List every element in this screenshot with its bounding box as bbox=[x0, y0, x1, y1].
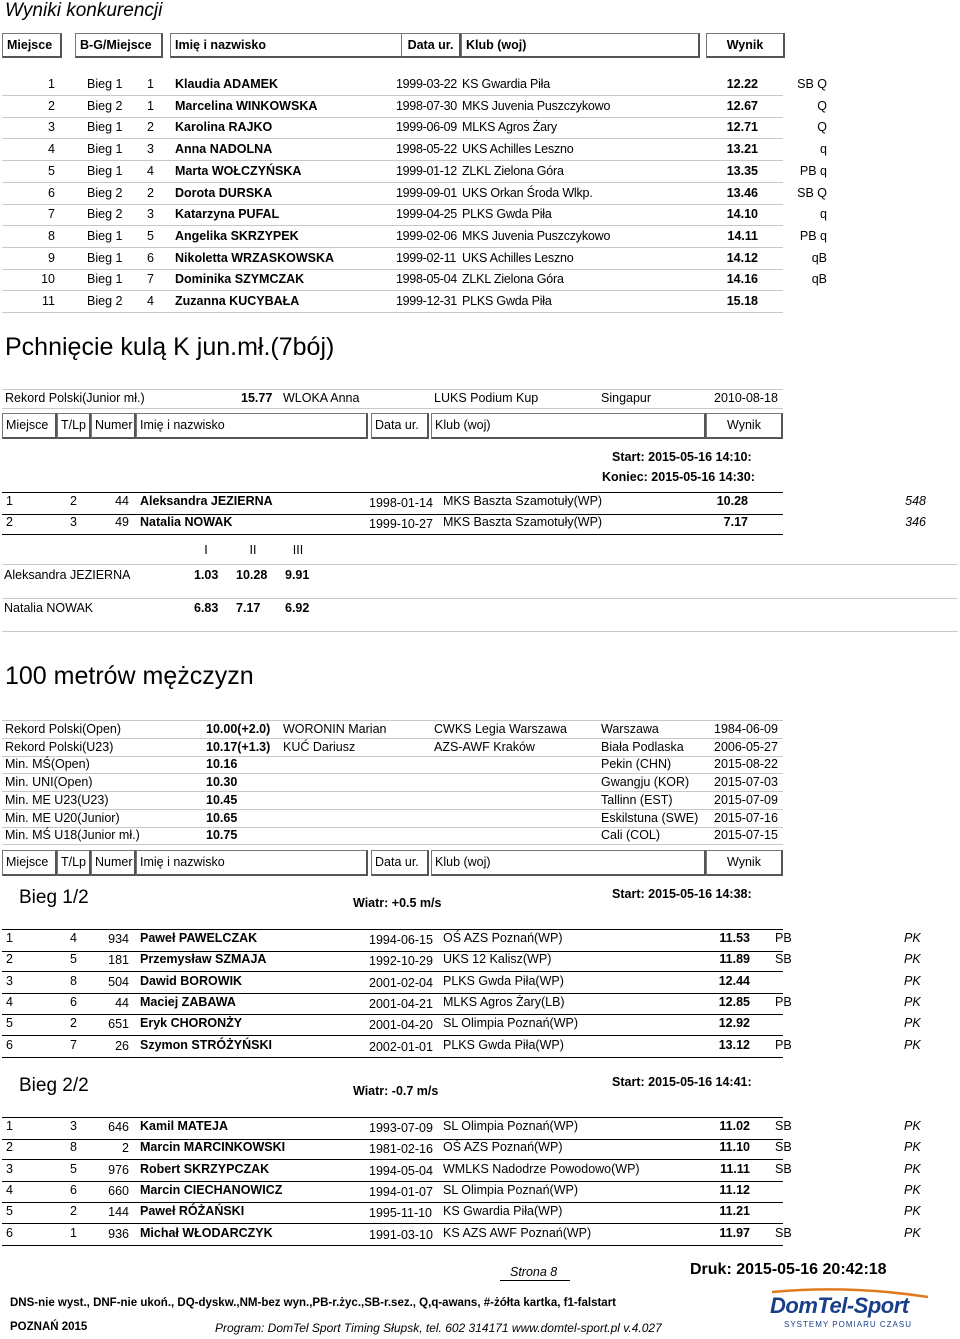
top-row-club: UKS Achilles Leszno bbox=[462, 250, 574, 265]
attempt-header-3: III bbox=[292, 543, 304, 557]
heat-row-dob: 2001-04-21 bbox=[369, 996, 433, 1011]
heat-row-name: Przemysław SZMAJA bbox=[140, 952, 267, 967]
top-row-club: ZLKL Zielona Góra bbox=[462, 163, 564, 178]
top-row-note: PB q bbox=[799, 163, 827, 178]
shot-row-lp: 2 bbox=[70, 494, 77, 508]
heat-row-name: Maciej ZABAWA bbox=[140, 994, 236, 1009]
attempt-2: 7.17 bbox=[236, 601, 261, 615]
heat-row-name: Paweł PAWELCZAK bbox=[140, 931, 258, 945]
heat-row-number: 144 bbox=[108, 1205, 129, 1220]
page-number: Strona 8 bbox=[510, 1265, 558, 1279]
heat-row-lp: 8 bbox=[70, 1140, 77, 1155]
m100-record-place: Tallinn (EST) bbox=[601, 792, 673, 807]
m100-record-name: WORONIN Marian bbox=[283, 722, 387, 736]
top-row-heat-place: 3 bbox=[147, 142, 154, 157]
top-header-5: Wynik bbox=[706, 33, 785, 58]
heat-row-dob: 1992-10-29 bbox=[369, 954, 433, 969]
top-row-dob: 1999-01-12 bbox=[396, 163, 457, 178]
heat-row-club: KS AZS AWF Poznań(WP) bbox=[443, 1225, 592, 1240]
m100-header-5: Klub (woj) bbox=[431, 850, 706, 876]
heat-row-dob: 1991-03-10 bbox=[369, 1227, 433, 1242]
heat-row-place: 2 bbox=[6, 952, 13, 967]
heat-start: Start: 2015-05-16 14:41: bbox=[612, 1075, 752, 1089]
m100-header-2: Numer bbox=[91, 850, 136, 876]
m100-record-date: 2015-07-03 bbox=[714, 775, 778, 790]
heat-row-number: 2 bbox=[122, 1141, 129, 1156]
shot-header-1: T/Lp bbox=[57, 413, 91, 439]
heat-row-note: PB bbox=[775, 994, 792, 1009]
heat-row-result: 12.92 bbox=[718, 1016, 750, 1031]
shot-header-3: Imię i nazwisko bbox=[136, 413, 368, 439]
top-row-note: q bbox=[820, 207, 827, 222]
m100-record-place: Cali (COL) bbox=[601, 828, 661, 843]
top-row-dob: 1998-05-22 bbox=[396, 142, 457, 157]
heat-row-club: SL Olimpia Poznań(WP) bbox=[443, 1182, 578, 1197]
heat-row-result: 12.44 bbox=[718, 973, 750, 988]
m100-record-result: 10.16 bbox=[206, 757, 238, 772]
shot-row-result: 7.17 bbox=[723, 515, 748, 529]
heat-wind: Wiatr: +0.5 m/s bbox=[353, 896, 442, 910]
heat-row-lp: 3 bbox=[70, 1119, 77, 1133]
attempt-header-2: II bbox=[249, 543, 257, 557]
top-header-1: B-G/Miejsce bbox=[75, 33, 163, 58]
m100-record-result: 10.65 bbox=[206, 810, 238, 825]
footer-city: POZNAŃ 2015 bbox=[10, 1321, 88, 1333]
top-row-name: Karolina RAJKO bbox=[175, 120, 273, 135]
heat-row-result: 11.11 bbox=[720, 1161, 750, 1176]
heat-row-place: 2 bbox=[6, 1140, 13, 1155]
top-row-club: ZLKL Zielona Góra bbox=[462, 272, 564, 287]
heat-row-lp: 8 bbox=[70, 973, 77, 988]
heat-row-result: 11.10 bbox=[719, 1140, 750, 1155]
heat-row-pk: PK bbox=[904, 1182, 921, 1197]
heat-row-place: 6 bbox=[6, 1037, 13, 1052]
heat-row-dob: 1994-05-04 bbox=[369, 1163, 433, 1178]
top-row-result: 12.22 bbox=[726, 77, 758, 91]
top-row-club: PLKS Gwda Piła bbox=[462, 207, 552, 222]
top-row-club: KS Gwardia Piła bbox=[462, 77, 551, 91]
heat-row-pk: PK bbox=[904, 1037, 921, 1052]
shot-record-club: LUKS Podium Kup bbox=[434, 391, 539, 405]
top-row-name: Dorota DURSKA bbox=[175, 185, 273, 200]
heat-row-club: UKS 12 Kalisz(WP) bbox=[443, 952, 552, 967]
heat-row-pk: PK bbox=[904, 973, 921, 988]
attempt-row-name: Natalia NOWAK bbox=[4, 601, 94, 615]
footer-legend: DNS-nie wyst., DNF-nie ukoń., DQ-dyskw.,NM-bez wyn.,PB-r.życ.,SB-r.sez., Q,q-awans, #-żółta kartka, f1-falstart bbox=[10, 1297, 617, 1309]
heat-row-number: 504 bbox=[108, 974, 129, 989]
top-row-note: PB q bbox=[799, 228, 827, 243]
heat-row-place: 3 bbox=[6, 973, 13, 988]
heat-row-lp: 6 bbox=[70, 994, 77, 1009]
heat-row-club: PLKS Gwda Piła(WP) bbox=[443, 1037, 564, 1052]
heat-row-lp: 2 bbox=[70, 1204, 77, 1219]
top-row-result: 14.10 bbox=[726, 207, 758, 222]
heat-row-lp: 6 bbox=[70, 1182, 77, 1197]
heat-row-result: 11.89 bbox=[719, 952, 750, 967]
heat-row-pk: PK bbox=[904, 1119, 921, 1133]
shot-row-dob: 1999-10-27 bbox=[369, 517, 433, 531]
top-row-name: Anna NADOLNA bbox=[175, 142, 273, 157]
top-row-heat-place: 1 bbox=[147, 77, 154, 91]
domtel-logo: DomTel-Sport bbox=[770, 1293, 909, 1318]
heat-row-number: 934 bbox=[108, 932, 129, 946]
heat-row-club: MLKS Agros Żary(LB) bbox=[443, 994, 565, 1009]
heat-row-name: Eryk CHORONŻY bbox=[140, 1016, 243, 1031]
heat-row-lp: 2 bbox=[70, 1016, 77, 1031]
top-row-place: 1 bbox=[48, 77, 55, 91]
m100-record-date: 2006-05-27 bbox=[714, 739, 778, 754]
top-row-heat-place: 4 bbox=[147, 294, 154, 308]
heat-row-number: 936 bbox=[108, 1226, 129, 1241]
top-row-heat: Bieg 1 bbox=[87, 142, 123, 157]
m100-record-label: Min. MŚ(Open) bbox=[5, 757, 90, 772]
top-row-note: q bbox=[820, 142, 827, 157]
heat-row-result: 13.12 bbox=[718, 1037, 750, 1052]
top-row-place: 10 bbox=[41, 272, 55, 287]
top-row-club: MLKS Agros Żary bbox=[462, 120, 557, 135]
top-row-note: Q bbox=[817, 120, 827, 135]
heat-row-number: 651 bbox=[108, 1017, 129, 1032]
heat-row-note: SB bbox=[775, 1161, 792, 1176]
top-row-heat-place: 7 bbox=[147, 272, 154, 287]
shot-record-label: Rekord Polski(Junior mł.) bbox=[5, 391, 145, 405]
top-row-dob: 1999-02-11 bbox=[396, 250, 457, 265]
heat-row-result: 11.12 bbox=[719, 1182, 750, 1197]
heat-row-number: 976 bbox=[108, 1162, 129, 1177]
top-row-place: 5 bbox=[48, 163, 55, 178]
top-row-name: Klaudia ADAMEK bbox=[175, 77, 279, 91]
heat-row-result: 11.97 bbox=[719, 1225, 750, 1240]
heat-row-name: Marcin MARCINKOWSKI bbox=[140, 1140, 286, 1155]
top-row-club: MKS Juvenia Puszczykowo bbox=[462, 228, 611, 243]
top-row-name: Nikoletta WRZASKOWSKA bbox=[175, 250, 335, 265]
shot-header-4: Data ur. bbox=[371, 413, 429, 439]
heat-row-club: OŚ AZS Poznań(WP) bbox=[443, 1140, 563, 1155]
heat-row-lp: 4 bbox=[70, 931, 77, 945]
heat-row-number: 44 bbox=[115, 995, 129, 1010]
shot-row-number: 44 bbox=[115, 494, 129, 508]
top-row-name: Katarzyna PUFAL bbox=[175, 207, 280, 222]
top-row-heat-place: 2 bbox=[147, 120, 154, 135]
m100-record-place: Gwangju (KOR) bbox=[601, 775, 690, 790]
shot-row-dob: 1998-01-14 bbox=[369, 496, 433, 510]
top-row-note: qB bbox=[811, 272, 827, 287]
m100-header-0: Miejsce bbox=[2, 850, 57, 876]
heat-row-result: 11.53 bbox=[719, 931, 750, 945]
top-row-result: 13.35 bbox=[726, 163, 758, 178]
top-row-note: Q bbox=[817, 98, 827, 113]
m100-header-6: Wynik bbox=[706, 850, 783, 876]
heat-row-dob: 2002-01-01 bbox=[369, 1039, 433, 1054]
heat-row-pk: PK bbox=[904, 1016, 921, 1031]
shot-record-name: WLOKA Anna bbox=[283, 391, 360, 405]
shot-row-club: MKS Baszta Szamotuły(WP) bbox=[443, 494, 603, 508]
top-row-heat: Bieg 1 bbox=[87, 250, 123, 265]
heat-start: Start: 2015-05-16 14:38: bbox=[612, 887, 752, 901]
heat-title: Bieg 2/2 bbox=[19, 1075, 89, 1096]
heat-row-name: Paweł RÓŻAŃSKI bbox=[140, 1204, 245, 1219]
heat-row-note: PB bbox=[775, 931, 792, 945]
shot-row-place: 1 bbox=[6, 494, 13, 508]
heat-row-pk: PK bbox=[904, 994, 921, 1009]
shot-row-points: 548 bbox=[905, 494, 926, 508]
attempt-header-1: I bbox=[204, 543, 208, 557]
m100-record-result: 10.45 bbox=[206, 792, 238, 807]
top-row-heat: Bieg 1 bbox=[87, 272, 123, 287]
top-row-heat: Bieg 1 bbox=[87, 228, 123, 243]
top-header-0: Miejsce bbox=[2, 33, 62, 58]
top-row-place: 4 bbox=[48, 142, 55, 157]
shot-header-0: Miejsce bbox=[2, 413, 57, 439]
m100-record-place: Eskilstuna (SWE) bbox=[601, 810, 699, 825]
top-row-note: SB Q bbox=[797, 185, 827, 200]
heat-row-place: 1 bbox=[6, 931, 13, 945]
heat-row-name: Marcin CIECHANOWICZ bbox=[140, 1182, 283, 1197]
attempt-row-name: Aleksandra JEZIERNA bbox=[4, 568, 131, 582]
heat-row-dob: 2001-04-20 bbox=[369, 1018, 433, 1033]
heat-row-result: 11.21 bbox=[719, 1204, 750, 1219]
top-row-place: 6 bbox=[48, 185, 55, 200]
attempt-2: 10.28 bbox=[236, 568, 268, 582]
heat-row-place: 5 bbox=[6, 1016, 13, 1031]
print-timestamp: Druk: 2015-05-16 20:42:18 bbox=[690, 1261, 887, 1278]
heat-row-note: PB bbox=[775, 1037, 792, 1052]
m100-record-place: Warszawa bbox=[601, 722, 659, 736]
top-row-dob: 1999-09-01 bbox=[396, 185, 457, 200]
heat-row-club: PLKS Gwda Piła(WP) bbox=[443, 973, 564, 988]
m100-record-date: 2015-08-22 bbox=[714, 757, 778, 772]
m100-record-result: 10.00(+2.0) bbox=[206, 722, 271, 736]
top-row-place: 7 bbox=[48, 207, 55, 222]
top-row-place: 2 bbox=[48, 98, 55, 113]
top-row-result: 15.18 bbox=[726, 294, 758, 308]
attempt-1: 6.83 bbox=[194, 601, 219, 615]
m100-record-label: Rekord Polski(Open) bbox=[5, 722, 122, 736]
m100-record-label: Min. ME U20(Junior) bbox=[5, 810, 120, 825]
top-row-name: Dominika SZYMCZAK bbox=[175, 272, 305, 287]
heat-row-lp: 5 bbox=[70, 952, 77, 967]
top-row-heat: Bieg 2 bbox=[87, 294, 123, 308]
top-row-club: UKS Achilles Leszno bbox=[462, 142, 574, 157]
shot-row-lp: 3 bbox=[70, 515, 77, 529]
top-row-name: Marta WOŁCZYŃSKA bbox=[175, 163, 302, 178]
heat-row-number: 660 bbox=[108, 1183, 129, 1198]
top-row-heat: Bieg 1 bbox=[87, 163, 123, 178]
top-row-result: 12.71 bbox=[726, 120, 758, 135]
heat-row-number: 26 bbox=[115, 1038, 129, 1053]
heat-row-dob: 1993-07-09 bbox=[369, 1121, 433, 1135]
heat-row-note: SB bbox=[775, 1140, 792, 1155]
top-row-club: UKS Orkan Środa Wlkp. bbox=[462, 185, 593, 200]
top-row-name: Zuzanna KUCYBAŁA bbox=[175, 294, 300, 308]
top-row-result: 14.11 bbox=[727, 228, 758, 243]
heat-row-number: 181 bbox=[108, 953, 129, 968]
heat-row-club: KS Gwardia Piła(WP) bbox=[443, 1204, 563, 1219]
m100-record-result: 10.17(+1.3) bbox=[206, 739, 271, 754]
top-row-name: Marcelina WINKOWSKA bbox=[175, 98, 318, 113]
heat-row-dob: 2001-02-04 bbox=[369, 975, 433, 990]
attempt-3: 6.92 bbox=[285, 601, 310, 615]
heat-row-place: 1 bbox=[6, 1119, 13, 1133]
shot-end-time: Koniec: 2015-05-16 14:30: bbox=[602, 470, 755, 484]
top-row-heat: Bieg 2 bbox=[87, 207, 123, 222]
top-row-heat-place: 1 bbox=[147, 98, 154, 113]
m100-record-name: KUĆ Dariusz bbox=[283, 739, 356, 754]
heat-row-name: Michał WŁODARCZYK bbox=[140, 1225, 273, 1240]
top-row-place: 3 bbox=[48, 120, 55, 135]
m100-record-result: 10.75 bbox=[206, 828, 238, 843]
top-row-heat-place: 2 bbox=[147, 185, 154, 200]
heat-row-place: 4 bbox=[6, 994, 13, 1009]
top-row-heat: Bieg 1 bbox=[87, 120, 123, 135]
heat-row-dob: 1994-06-15 bbox=[369, 933, 433, 947]
attempt-3: 9.91 bbox=[285, 568, 310, 582]
shot-row-name: Aleksandra JEZIERNA bbox=[140, 494, 273, 508]
m100-record-date: 2015-07-16 bbox=[714, 810, 778, 825]
top-header-4: Klub (woj) bbox=[461, 33, 700, 58]
top-row-place: 9 bbox=[48, 250, 55, 265]
heat-row-note: SB bbox=[775, 952, 792, 967]
m100-record-club: AZS-AWF Kraków bbox=[434, 739, 535, 754]
top-row-heat-place: 4 bbox=[147, 163, 154, 178]
shot-row-number: 49 bbox=[115, 515, 129, 529]
heat-row-pk: PK bbox=[904, 1161, 921, 1176]
shot-header-5: Klub (woj) bbox=[431, 413, 706, 439]
heat-row-lp: 1 bbox=[70, 1225, 77, 1240]
m100-record-club: CWKS Legia Warszawa bbox=[434, 722, 567, 736]
heat-row-pk: PK bbox=[904, 952, 921, 967]
heat-row-name: Szymon STRÓŻYŃSKI bbox=[140, 1037, 272, 1052]
shot-row-name: Natalia NOWAK bbox=[140, 515, 233, 529]
top-row-result: 13.46 bbox=[726, 185, 758, 200]
top-row-result: 14.12 bbox=[726, 250, 758, 265]
top-row-result: 12.67 bbox=[726, 98, 758, 113]
shot-row-place: 2 bbox=[6, 515, 13, 529]
heat-row-lp: 7 bbox=[70, 1037, 77, 1052]
top-row-dob: 1999-06-09 bbox=[396, 120, 457, 135]
m100-record-date: 2015-07-15 bbox=[714, 828, 778, 843]
top-row-note: qB bbox=[811, 250, 827, 265]
heat-row-place: 6 bbox=[6, 1225, 13, 1240]
shot-row-points: 346 bbox=[905, 515, 926, 529]
heat-row-dob: 1994-01-07 bbox=[369, 1184, 433, 1199]
heat-row-name: Kamil MATEJA bbox=[140, 1119, 228, 1133]
heat-row-club: OŚ AZS Poznań(WP) bbox=[443, 931, 563, 945]
shot-record-result: 15.77 bbox=[241, 391, 273, 405]
m100-header-1: T/Lp bbox=[57, 850, 91, 876]
section-title-top: Wyniki konkurencji bbox=[5, 0, 163, 21]
attempt-1: 1.03 bbox=[194, 568, 219, 582]
top-row-heat: Bieg 2 bbox=[87, 185, 123, 200]
section-title-shot: Pchnięcie kulą K jun.mł.(7bój) bbox=[5, 333, 335, 361]
shot-row-club: MKS Baszta Szamotuły(WP) bbox=[443, 515, 603, 529]
top-row-dob: 1999-04-25 bbox=[396, 207, 457, 222]
m100-record-date: 2015-07-09 bbox=[714, 792, 778, 807]
top-row-name: Angelika SKRZYPEK bbox=[175, 228, 299, 243]
top-row-place: 11 bbox=[42, 294, 55, 308]
top-row-dob: 1999-12-31 bbox=[396, 294, 457, 308]
heat-row-club: SL Olimpia Poznań(WP) bbox=[443, 1119, 578, 1133]
top-row-dob: 1999-03-22 bbox=[396, 77, 457, 91]
heat-row-place: 3 bbox=[6, 1161, 13, 1176]
top-row-dob: 1998-07-30 bbox=[396, 98, 457, 113]
shot-header-6: Wynik bbox=[706, 413, 783, 439]
shot-start-time: Start: 2015-05-16 14:10: bbox=[612, 450, 752, 464]
top-row-note: SB Q bbox=[797, 77, 827, 91]
heat-row-note: SB bbox=[775, 1225, 792, 1240]
section-title-100m: 100 metrów mężczyzn bbox=[5, 662, 254, 690]
heat-row-pk: PK bbox=[904, 931, 921, 945]
heat-row-club: SL Olimpia Poznań(WP) bbox=[443, 1016, 578, 1031]
m100-record-date: 1984-06-09 bbox=[714, 722, 778, 736]
heat-wind: Wiatr: -0.7 m/s bbox=[353, 1084, 439, 1098]
top-row-heat-place: 5 bbox=[147, 228, 154, 243]
heat-row-note: SB bbox=[775, 1119, 792, 1133]
m100-header-3: Imię i nazwisko bbox=[136, 850, 368, 876]
heat-row-club: WMLKS Nadodrze Powodowo(WP) bbox=[443, 1161, 640, 1176]
top-row-heat-place: 6 bbox=[147, 250, 154, 265]
top-row-heat-place: 3 bbox=[147, 207, 154, 222]
m100-record-place: Pekin (CHN) bbox=[601, 757, 672, 772]
domtel-logo-subtitle: SYSTEMY POMIARU CZASU bbox=[784, 1320, 912, 1329]
shot-header-2: Numer bbox=[91, 413, 136, 439]
heat-row-dob: 1981-02-16 bbox=[369, 1142, 433, 1157]
top-row-club: MKS Juvenia Puszczykowo bbox=[462, 98, 611, 113]
top-header-2: Imię i nazwisko bbox=[170, 33, 459, 58]
footer-program: Program: DomTel Sport Timing Słupsk, tel. 602 314171 www.domtel-sport.pl v.4.027 bbox=[215, 1321, 662, 1335]
heat-row-pk: PK bbox=[904, 1225, 921, 1240]
heat-row-pk: PK bbox=[904, 1140, 921, 1155]
shot-row-result: 10.28 bbox=[716, 494, 748, 508]
heat-row-place: 5 bbox=[6, 1204, 13, 1219]
top-row-dob: 1999-02-06 bbox=[396, 228, 457, 243]
heat-row-number: 646 bbox=[108, 1120, 129, 1134]
top-row-club: PLKS Gwda Piła bbox=[462, 294, 552, 308]
heat-row-lp: 5 bbox=[70, 1161, 77, 1176]
heat-row-pk: PK bbox=[904, 1204, 921, 1219]
top-row-heat: Bieg 1 bbox=[87, 77, 123, 91]
m100-header-4: Data ur. bbox=[371, 850, 429, 876]
heat-row-place: 4 bbox=[6, 1182, 13, 1197]
heat-row-dob: 1995-11-10 bbox=[369, 1206, 433, 1221]
m100-record-label: Min. MŚ U18(Junior mł.) bbox=[5, 828, 140, 843]
heat-row-result: 12.85 bbox=[718, 994, 750, 1009]
m100-record-label: Rekord Polski(U23) bbox=[5, 739, 114, 754]
top-row-place: 8 bbox=[48, 228, 55, 243]
heat-row-result: 11.02 bbox=[719, 1119, 750, 1133]
m100-record-result: 10.30 bbox=[206, 775, 238, 790]
heat-row-name: Robert SKRZYPCZAK bbox=[140, 1161, 270, 1176]
shot-record-date: 2010-08-18 bbox=[714, 391, 778, 405]
m100-record-label: Min. UNI(Open) bbox=[5, 775, 93, 790]
shot-record-place: Singapur bbox=[601, 391, 652, 405]
top-row-dob: 1998-05-04 bbox=[396, 272, 457, 287]
top-row-result: 14.16 bbox=[726, 272, 758, 287]
top-row-heat: Bieg 2 bbox=[87, 98, 123, 113]
top-header-3: Data ur. bbox=[401, 33, 461, 58]
heat-row-name: Dawid BOROWIK bbox=[140, 973, 243, 988]
m100-record-place: Biała Podlaska bbox=[601, 739, 684, 754]
top-row-result: 13.21 bbox=[726, 142, 758, 157]
m100-record-label: Min. ME U23(U23) bbox=[5, 792, 109, 807]
heat-title: Bieg 1/2 bbox=[19, 887, 89, 908]
